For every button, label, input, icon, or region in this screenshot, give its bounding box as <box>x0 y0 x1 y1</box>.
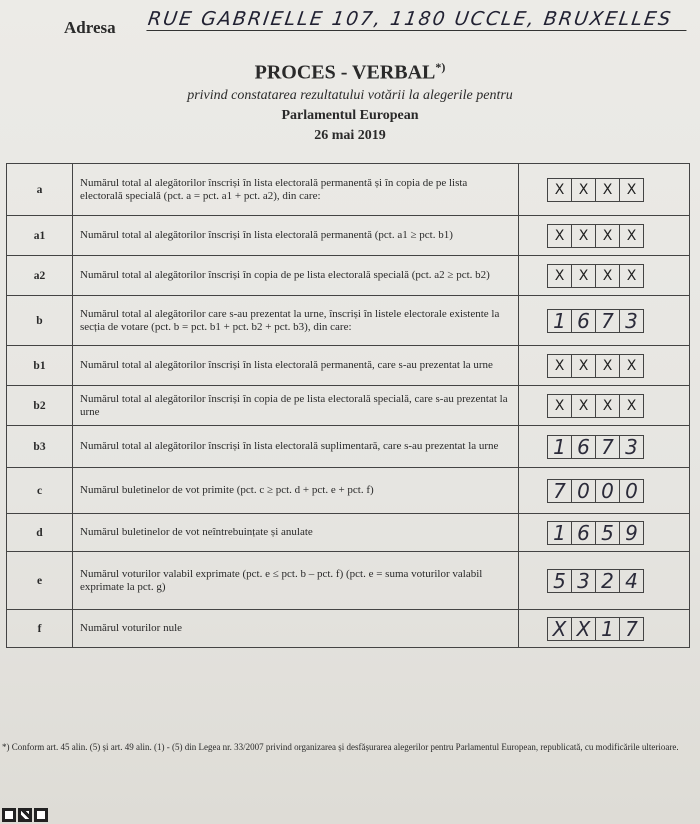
digit-box: 6 <box>572 436 596 458</box>
table-row <box>7 296 690 346</box>
digit-box: 4 <box>625 568 638 593</box>
digit-box: 7 <box>596 310 620 332</box>
digit-box: X <box>572 179 596 201</box>
table-row <box>7 610 690 648</box>
row-code: c <box>7 468 73 514</box>
digit-box: X <box>596 179 620 201</box>
row-value-cell <box>519 514 690 552</box>
row-description: Numărul buletinelor de vot primite (pct. c ≥ pct. d + pct. e + pct. f) <box>73 468 519 514</box>
address-row <box>64 6 694 46</box>
row-value-cell <box>519 610 690 648</box>
digit-box: X <box>596 225 620 247</box>
digit-box: 9 <box>625 520 638 545</box>
digit-box: 7 <box>596 436 620 458</box>
digit-box: 0 <box>596 480 620 502</box>
row-description: Numărul total al alegătorilor înscriși în lista electorală permanentă, care s-au prezentat la urne <box>73 346 519 386</box>
row-description: Numărul total al alegătorilor înscriși în copia de pe lista electorală specială, care s-au prezentat la urne <box>73 386 519 426</box>
row-code: f <box>7 610 73 648</box>
table-row <box>7 426 690 468</box>
document-title <box>0 60 700 85</box>
digit-boxes <box>547 178 644 202</box>
digit-box: 1 <box>596 618 620 640</box>
digit-box: X <box>596 395 620 417</box>
row-code: b3 <box>7 426 73 468</box>
digit-box: 1 <box>548 522 572 544</box>
election-date: 26 mai 2019 <box>314 128 386 143</box>
digit-box: X <box>596 265 620 287</box>
digit-box: X <box>572 618 596 640</box>
row-description: Numărul voturilor valabil exprimate (pct. e ≤ pct. b – pct. f) (pct. e = suma voturilor valabil exprimate la pct. g) <box>73 552 519 610</box>
digit-box: X <box>572 395 596 417</box>
row-description: Numărul total al alegătorilor care s-au prezentat la urne, înscriși în listele electorale existente la secția de votare (pct. b = pct. b1 + pct. b2 + pct. b3), din care: <box>73 296 519 346</box>
table-row <box>7 468 690 514</box>
row-value-cell <box>519 216 690 256</box>
row-description: Numărul total al alegătorilor înscriși în lista electorală permanentă (pct. a1 ≥ pct. b1) <box>73 216 519 256</box>
digit-box: 3 <box>625 308 638 333</box>
table-row <box>7 164 690 216</box>
digit-box: 1 <box>548 436 572 458</box>
row-description: Numărul total al alegătorilor înscriși în lista electorală permanentă și în copia de pe lista electorală specială (pct. a = pct. a1 + pct. a2), din care: <box>73 164 519 216</box>
row-code: a2 <box>7 256 73 296</box>
digit-boxes <box>547 354 644 378</box>
digit-box: 0 <box>572 480 596 502</box>
table-row <box>7 514 690 552</box>
digit-box: X <box>626 357 637 374</box>
digit-box: 0 <box>625 478 638 503</box>
row-value-cell <box>519 296 690 346</box>
digit-box: X <box>572 225 596 247</box>
digit-box: 3 <box>572 570 596 592</box>
row-code: e <box>7 552 73 610</box>
digit-box: X <box>548 179 572 201</box>
digit-box: X <box>572 355 596 377</box>
row-description: Numărul total al alegătorilor înscriși în copia de pe lista electorală specială (pct. a2 ≥ pct. b2) <box>73 256 519 296</box>
row-description: Numărul voturilor nule <box>73 610 519 648</box>
address-value: RUE GABRIELLE 107, 1180 UCCLE, BRUXELLES <box>146 8 689 31</box>
row-code: b <box>7 296 73 346</box>
digit-boxes <box>547 569 644 593</box>
row-code: a1 <box>7 216 73 256</box>
digit-box: X <box>548 265 572 287</box>
digit-box: 5 <box>548 570 572 592</box>
digit-box: X <box>626 181 637 198</box>
row-value-cell <box>519 468 690 514</box>
digit-boxes <box>547 479 644 503</box>
row-value-cell <box>519 164 690 216</box>
digit-box: 6 <box>572 522 596 544</box>
row-value-cell <box>519 256 690 296</box>
digit-box: 2 <box>596 570 620 592</box>
table-row <box>7 386 690 426</box>
digit-box: X <box>548 395 572 417</box>
row-code: b1 <box>7 346 73 386</box>
results-table <box>6 163 690 648</box>
digit-boxes <box>547 264 644 288</box>
digit-box: 3 <box>625 434 638 459</box>
address-label: Adresa <box>64 18 116 37</box>
table-row <box>7 552 690 610</box>
digit-boxes <box>547 435 644 459</box>
table-row <box>7 216 690 256</box>
title-text: PROCES - VERBAL <box>254 61 436 84</box>
digit-box: X <box>626 397 637 414</box>
row-description: Numărul total al alegătorilor înscriși în lista electorală suplimentară, care s-au prezentat la urne <box>73 426 519 468</box>
digit-box: X <box>548 618 572 640</box>
digit-box: 6 <box>572 310 596 332</box>
digit-boxes <box>547 309 644 333</box>
digit-boxes <box>547 617 644 641</box>
digit-box: 1 <box>548 310 572 332</box>
institution-name: Parlamentul European <box>281 108 419 123</box>
row-code: a <box>7 164 73 216</box>
digit-box: 7 <box>548 480 572 502</box>
digit-box: X <box>572 265 596 287</box>
table-row <box>7 346 690 386</box>
row-value-cell <box>519 552 690 610</box>
digit-boxes <box>547 394 644 418</box>
qr-code-icon <box>2 808 48 824</box>
digit-box: X <box>596 355 620 377</box>
digit-box: X <box>548 225 572 247</box>
row-code: d <box>7 514 73 552</box>
digit-box: X <box>626 267 637 284</box>
row-code: b2 <box>7 386 73 426</box>
row-value-cell <box>519 426 690 468</box>
digit-box: 7 <box>625 616 638 641</box>
digit-box: X <box>548 355 572 377</box>
digit-boxes <box>547 521 644 545</box>
row-value-cell <box>519 386 690 426</box>
footnote: *) Conform art. 45 alin. (5) și art. 49 alin. (1) - (5) din Legea nr. 33/2007 privind organizarea și desfășurarea alegerilor pentru Parlamentul European, republicată, cu modificările ulterioare. <box>2 742 679 752</box>
digit-boxes <box>547 224 644 248</box>
digit-box: X <box>626 227 637 244</box>
table-row <box>7 256 690 296</box>
digit-box: 5 <box>596 522 620 544</box>
title-footnote-mark: *) <box>435 60 446 74</box>
row-description: Numărul buletinelor de vot neîntrebuințate și anulate <box>73 514 519 552</box>
document-subtitle: privind constatarea rezultatului votării la alegerile pentru <box>187 88 513 103</box>
row-value-cell <box>519 346 690 386</box>
